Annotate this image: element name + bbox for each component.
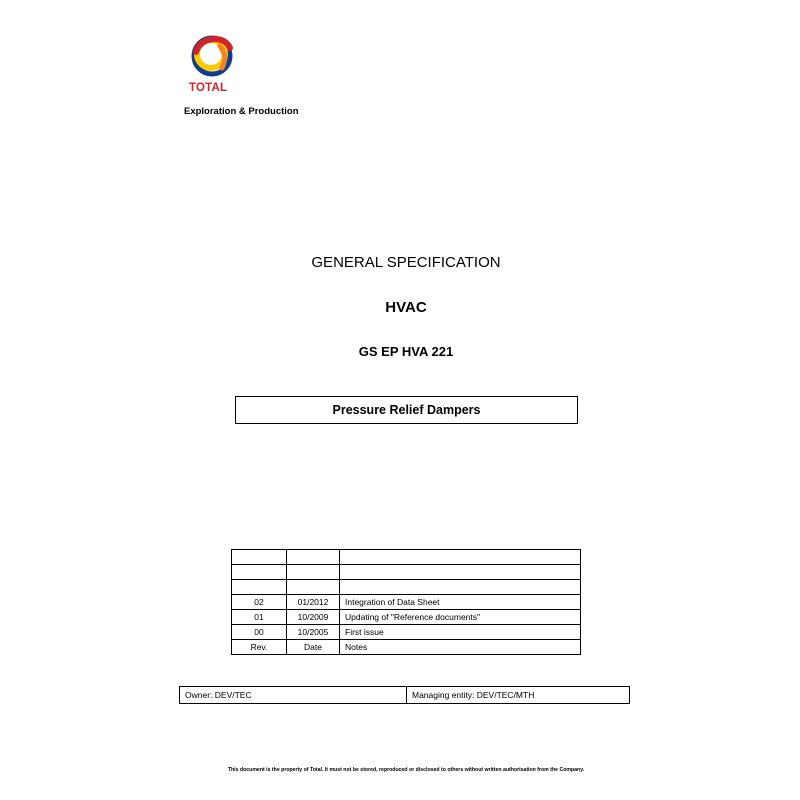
- rev-cell: [232, 550, 287, 565]
- owner-field: Owner: DEV/TEC: [180, 687, 407, 703]
- date-cell: [287, 580, 340, 595]
- rev-cell: [232, 580, 287, 595]
- date-cell: [287, 565, 340, 580]
- table-row: [232, 580, 581, 595]
- managing-entity-field: Managing entity: DEV/TEC/MTH: [412, 690, 535, 700]
- notes-cell: First issue: [340, 625, 581, 640]
- total-logo: [190, 34, 234, 78]
- notes-cell: [340, 550, 581, 565]
- document-title-box: [235, 396, 578, 424]
- rev-header: Rev.: [232, 640, 287, 655]
- table-row: [232, 625, 581, 640]
- table-row: [232, 610, 581, 625]
- table-row: [232, 550, 581, 565]
- document-subject: HVAC: [385, 299, 427, 316]
- notes-cell: Integration of Data Sheet: [340, 595, 581, 610]
- revision-table: [231, 549, 581, 655]
- document-code: GS EP HVA 221: [358, 344, 454, 359]
- date-header: Date: [287, 640, 340, 655]
- division-label: Exploration & Production: [184, 106, 299, 117]
- brand-name: TOTAL: [189, 82, 228, 94]
- date-cell: 10/2009: [287, 610, 340, 625]
- document-title: Pressure Relief Dampers: [332, 403, 481, 417]
- notes-cell: [340, 580, 581, 595]
- confidentiality-notice: This document is the property of Total. It must not be stored, reproduced or disclosed to others without written authorisation from the Company.: [227, 767, 585, 773]
- rev-cell: 02: [232, 595, 287, 610]
- date-cell: 10/2005: [287, 625, 340, 640]
- rev-cell: 01: [232, 610, 287, 625]
- notes-cell: [340, 565, 581, 580]
- logo-center: [206, 50, 218, 62]
- document-type: GENERAL SPECIFICATION: [311, 254, 501, 271]
- date-cell: [287, 550, 340, 565]
- notes-header: Notes: [340, 640, 581, 655]
- table-header-row: [232, 640, 581, 655]
- date-cell: 01/2012: [287, 595, 340, 610]
- table-row: [232, 565, 581, 580]
- rev-cell: 00: [232, 625, 287, 640]
- table-row: [232, 595, 581, 610]
- notes-cell: Updating of "Reference documents": [340, 610, 581, 625]
- rev-cell: [232, 565, 287, 580]
- ownership-box: [179, 686, 630, 704]
